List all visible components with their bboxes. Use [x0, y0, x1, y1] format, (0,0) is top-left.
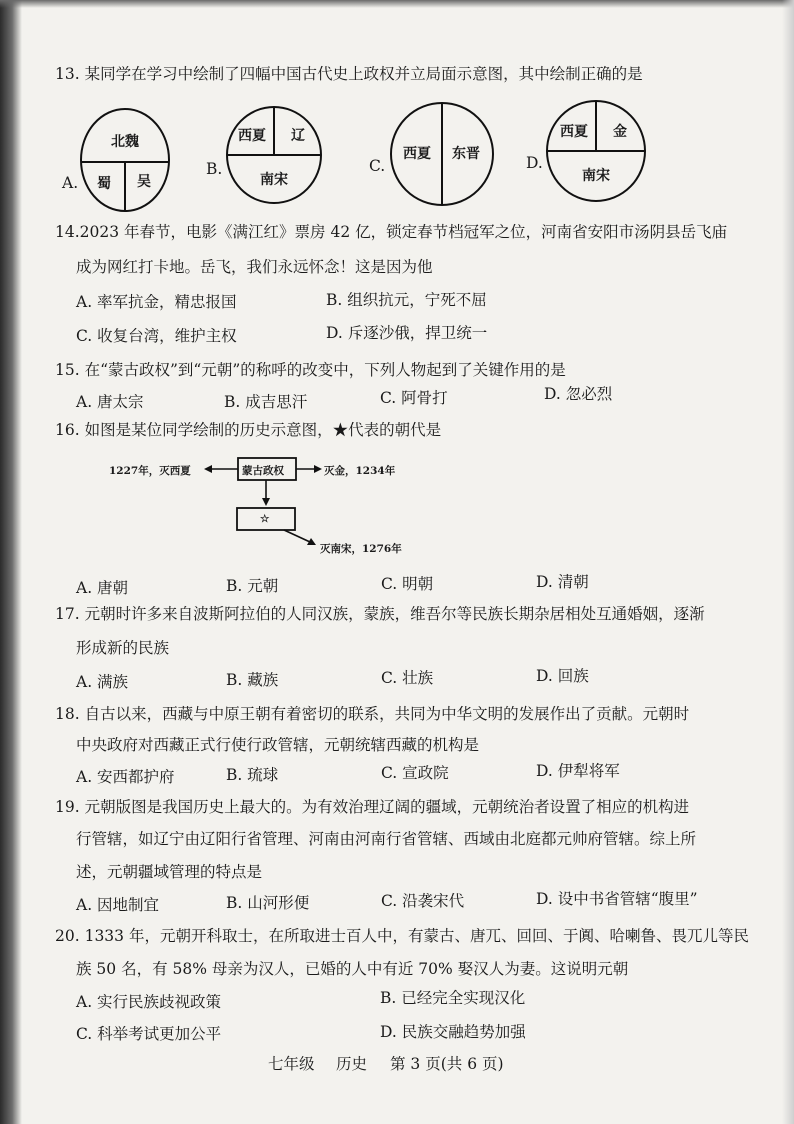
q20-option-b: B. 已经完全实现汉化 — [380, 989, 526, 1007]
q16-diagram-center-label: 蒙古政权 — [242, 465, 284, 477]
q15-stem: 15. 在“蒙古政权”到“元朝”的称呼的改变中，下列人物起到了关键作用的是 — [55, 361, 566, 379]
q19-line2: 行管辖，如辽宁由辽阳行省管理、河南由河南行省管辖、西域由北庭都元帅府管辖。综上所 — [76, 830, 697, 848]
q13-b-bottom: 南宋 — [260, 172, 288, 188]
q15-option-d: D. 忽必烈 — [544, 385, 613, 403]
q13-stem: 13. 某同学在学习中绘制了四幅中国古代史上政权并立局面示意图，其中绘制正确的是 — [55, 65, 643, 83]
q17-option-a: A. 满族 — [76, 673, 129, 691]
q18-option-c: C. 宣政院 — [381, 764, 449, 782]
q13-a-bottom-right: 吴 — [137, 174, 151, 190]
q13-d-top-left: 西夏 — [560, 124, 588, 140]
q20-option-c: C. 科举考试更加公平 — [76, 1025, 222, 1043]
q16-option-d: D. 清朝 — [536, 573, 589, 591]
q14-line2: 成为网红打卡地。岳飞，我们永远怀念！这是因为他 — [76, 258, 433, 276]
q18-line2: 中央政府对西藏正式行使行政管辖，元朝统辖西藏的机构是 — [76, 736, 480, 754]
q16-flow-diagram — [100, 452, 440, 564]
q14-option-a: A. 率军抗金，精忠报国 — [76, 293, 237, 311]
q17-option-d: D. 回族 — [536, 667, 589, 685]
q17-option-c: C. 壮族 — [381, 669, 434, 687]
q18-line1: 18. 自古以来，西藏与中原王朝有着密切的联系，共同为中华文明的发展作出了贡献。元朝时 — [55, 705, 690, 723]
scan-edge-shadow-right — [782, 0, 794, 1124]
q16-stem: 16. 如图是某位同学绘制的历史示意图，★代表的朝代是 — [55, 421, 442, 439]
q17-line1: 17. 元朝时许多来自波斯阿拉伯的人同汉族，蒙族，维吾尔等民族长期杂居相处互通婚姻，逐渐 — [55, 605, 705, 623]
q16-option-b: B. 元朝 — [226, 577, 279, 595]
q19-option-c: C. 沿袭宋代 — [381, 892, 465, 910]
q19-option-b: B. 山河形便 — [226, 894, 310, 912]
q19-option-a: A. 因地制宜 — [76, 896, 160, 914]
q15-option-b: B. 成吉思汗 — [224, 393, 308, 411]
q13-b-top-left: 西夏 — [238, 128, 266, 144]
q20-option-a: A. 实行民族歧视政策 — [76, 993, 222, 1011]
footer-page-number: 第 3 页(共 6 页) — [390, 1055, 504, 1073]
q16-diagram-right-label: 灭金，1234年 — [324, 465, 396, 477]
q14-option-d: D. 斥逐沙俄，捍卫统一 — [326, 324, 488, 342]
q14-option-b: B. 组织抗元，宁死不屈 — [326, 291, 487, 309]
q17-option-b: B. 藏族 — [226, 671, 279, 689]
q15-option-a: A. 唐太宗 — [76, 393, 144, 411]
q13-c-left: 西夏 — [403, 146, 431, 162]
q18-option-b: B. 琉球 — [226, 766, 279, 784]
q14-line1: 14.2023 年春节，电影《满江红》票房 42 亿，锁定春节档冠军之位，河南省安阳市汤阴县岳飞庙 — [55, 223, 728, 241]
q16-diagram-left-label: 1227年，灭西夏 — [109, 465, 191, 477]
q13-a-top: 北魏 — [111, 134, 139, 150]
q18-option-a: A. 安西都护府 — [76, 768, 175, 786]
q13-option-d-letter: D. — [526, 154, 543, 172]
q13-option-c-letter: C. — [369, 157, 386, 175]
q13-option-a-letter: A. — [62, 174, 79, 192]
q17-line2: 形成新的民族 — [76, 639, 170, 657]
q13-c-right: 东晋 — [452, 146, 480, 162]
q20-line2: 族 50 名，有 58% 母亲为汉人，已婚的人中有近 70% 娶汉人为妻。这说明元朝 — [76, 960, 629, 978]
q16-option-c: C. 明朝 — [381, 575, 434, 593]
q13-b-top-right: 辽 — [291, 128, 305, 144]
q19-option-d: D. 设中书省管辖“腹里” — [536, 890, 698, 908]
q13-option-c-diagram — [388, 100, 496, 208]
scan-edge-shadow-top — [0, 0, 794, 8]
q16-diagram-bottom-label: 灭南宋，1276年 — [320, 543, 402, 555]
q15-option-c: C. 阿骨打 — [380, 389, 448, 407]
q13-option-b-letter: B. — [206, 160, 223, 178]
q20-line1: 20. 1333 年，元朝开科取士，在所取进士百人中，有蒙古、唐兀、回回、于阗、哈喇鲁、畏兀儿等民 — [55, 927, 749, 945]
q14-option-c: C. 收复台湾，维护主权 — [76, 327, 237, 345]
q20-option-d: D. 民族交融趋势加强 — [380, 1023, 526, 1041]
footer-grade: 七年级 — [268, 1055, 315, 1073]
footer-subject: 历史 — [336, 1055, 368, 1073]
q19-line1: 19. 元朝版图是我国历史上最大的。为有效治理辽阔的疆域，元朝统治者设置了相应的机构进 — [55, 798, 690, 816]
q16-option-a: A. 唐朝 — [76, 579, 129, 597]
q13-a-bottom-left: 蜀 — [97, 176, 111, 192]
q13-option-b-diagram — [224, 104, 324, 206]
q13-option-d-diagram — [544, 98, 648, 204]
star-icon: ☆ — [260, 513, 270, 525]
q18-option-d: D. 伊犁将军 — [536, 762, 620, 780]
q19-line3: 述，元朝疆域管理的特点是 — [76, 863, 263, 881]
q13-d-top-right: 金 — [613, 124, 627, 140]
q13-d-bottom: 南宋 — [582, 168, 610, 184]
scan-edge-shadow-left — [0, 0, 22, 1124]
q13-option-a-diagram — [78, 106, 172, 214]
